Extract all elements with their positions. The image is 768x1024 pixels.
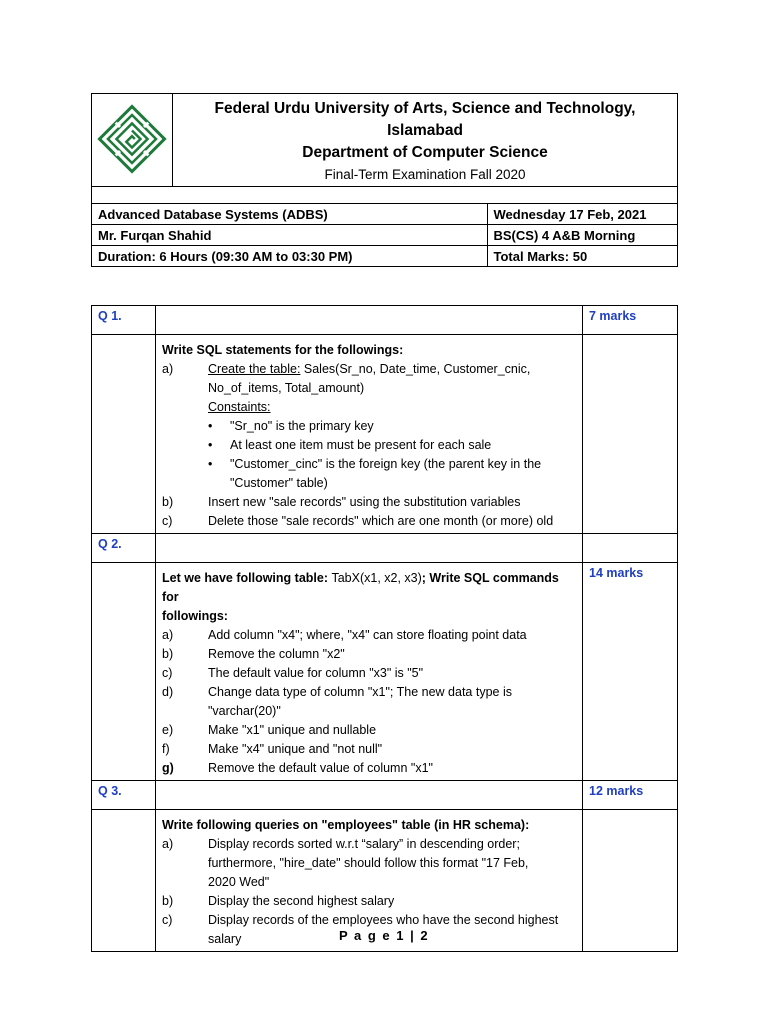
q3-instruction: Write following queries on "employees" table (in HR schema): — [162, 818, 530, 832]
q1-marks-blank — [583, 335, 678, 534]
item-letter: b) — [162, 647, 174, 661]
department-name: Department of Computer Science — [302, 144, 548, 161]
item-text: Remove the default value of column "x1" — [208, 761, 433, 775]
item-text: The default value for column "x3" is "5" — [208, 666, 424, 680]
item-text: Make "x1" unique and nullable — [208, 723, 377, 737]
total-marks: Total Marks: 50 — [487, 246, 678, 267]
course-name: Advanced Database Systems (ADBS) — [92, 204, 488, 225]
bullet-icon: • — [208, 438, 213, 452]
q1-bullet-3 — [162, 455, 576, 474]
item-text: Make "x4" unique and "not null" — [208, 742, 383, 756]
item-text: Add column "x4"; where, "x4" can store floating point data — [208, 628, 527, 642]
item-text: 2020 Wed" — [208, 875, 270, 889]
q2-item-c — [162, 664, 576, 683]
q1-label-cell — [92, 306, 156, 335]
item-text: "varchar(20)" — [208, 704, 281, 718]
q2-item-d — [162, 683, 576, 702]
q2-label-cell — [92, 534, 156, 563]
item-text: Display records of the employees who have the second highest — [208, 913, 559, 927]
duration: Duration: 6 Hours (09:30 AM to 03:30 PM) — [92, 246, 488, 267]
q1-marks: 7 marks — [589, 309, 637, 323]
item-letter: f) — [162, 742, 170, 756]
instructor-name: Mr. Furqan Shahid — [92, 225, 488, 246]
item-letter: b) — [162, 894, 174, 908]
questions-table — [91, 305, 678, 952]
q1-blank — [92, 335, 156, 534]
bullet-text: At least one item must be present for each sale — [230, 438, 492, 452]
q1-item-a-cont — [162, 379, 576, 398]
q3-marks: 12 marks — [589, 784, 644, 798]
blank-row — [92, 187, 678, 204]
bullet-text: "Customer_cinc" is the foreign key (the parent key in the — [230, 457, 542, 471]
item-letter: e) — [162, 723, 174, 737]
q1-bullet-2 — [162, 436, 576, 455]
item-text: furthermore, "hire_date" should follow this format "17 Feb, — [208, 856, 529, 870]
bullet-icon: • — [208, 419, 213, 433]
university-name-line1: Federal Urdu University of Arts, Science and Technology, — [214, 100, 636, 117]
logo-cell — [92, 94, 173, 187]
item-letter: c) — [162, 666, 173, 680]
title-cell — [173, 94, 678, 187]
bullet-text: "Sr_no" is the primary key — [230, 419, 374, 433]
q1-instruction: Write SQL statements for the followings: — [162, 343, 404, 357]
instruction-part: ; Write SQL commands for — [162, 571, 559, 604]
q3-item-a — [162, 835, 576, 854]
q2-marks-blank-top — [583, 534, 678, 563]
item-letter: a) — [162, 837, 174, 851]
table-def: TabX(x1, x2, x3) — [331, 571, 422, 585]
q1-a-rest: Sales(Sr_no, Date_time, Customer_cnic, — [300, 362, 531, 376]
q3-label-cell — [92, 781, 156, 810]
q1-constraints-label: Constaints: — [208, 400, 271, 414]
item-letter: c) — [162, 913, 173, 927]
q1-bullet-3-cont — [162, 474, 576, 493]
q1-bullet-1 — [162, 417, 576, 436]
q3-item-b — [162, 892, 576, 911]
q2-instruction-line2: followings: — [162, 609, 228, 623]
q2-blank — [92, 563, 156, 781]
q1-item-a — [162, 360, 576, 379]
item-text: Insert new "sale records" using the substitution variables — [208, 495, 521, 509]
q1-item-b — [162, 493, 576, 512]
q1-a-line2: No_of_items, Total_amount) — [208, 381, 365, 395]
q2-item-b — [162, 645, 576, 664]
university-name-line2: Islamabad — [387, 122, 463, 139]
q1-content — [156, 335, 583, 534]
item-letter: c) — [162, 514, 173, 528]
q2-item-g — [162, 759, 576, 778]
item-text: Delete those "sale records" which are one month (or more) old — [208, 514, 554, 528]
q2-item-f — [162, 740, 576, 759]
q3-item-a-cont2 — [162, 873, 576, 892]
q2-content — [156, 563, 583, 781]
item-letter: b) — [162, 495, 174, 509]
item-text: Display the second highest salary — [208, 894, 395, 908]
q2-spacer — [156, 534, 583, 563]
item-letter: d) — [162, 685, 174, 699]
q3-spacer — [156, 781, 583, 810]
instruction-part: Let we have following table: — [162, 571, 332, 585]
bullet-text: "Customer" table) — [230, 476, 328, 490]
item-letter: g) — [162, 761, 174, 775]
q1-constraints — [162, 398, 576, 417]
item-text: Display records sorted w.r.t “salary” in descending order; — [208, 837, 520, 851]
item-text: Change data type of column "x1"; The new data type is — [208, 685, 512, 699]
q2-label: Q 2. — [98, 537, 122, 551]
item-text: salary — [208, 932, 242, 946]
university-logo — [97, 104, 167, 174]
q2-marks: 14 marks — [589, 566, 644, 580]
q2-marks-cell — [583, 563, 678, 781]
q2-item-e — [162, 721, 576, 740]
page-footer: P a g e 1 | 2 — [338, 928, 430, 943]
exam-date: Wednesday 17 Feb, 2021 — [487, 204, 678, 225]
header-table — [91, 93, 678, 267]
item-letter: a) — [162, 362, 174, 376]
exam-title: Final-Term Examination Fall 2020 — [324, 167, 526, 182]
item-text: Remove the column "x2" — [208, 647, 345, 661]
bullet-icon: • — [208, 457, 213, 471]
q3-marks-cell — [583, 781, 678, 810]
q3-label: Q 3. — [98, 784, 122, 798]
program-name: BS(CS) 4 A&B Morning — [487, 225, 678, 246]
q2-item-d-cont — [162, 702, 576, 721]
q2-instruction — [162, 569, 576, 607]
q1-marks-cell — [583, 306, 678, 335]
q1-a-prefix: Create the table: — [208, 362, 301, 376]
q2-item-a — [162, 626, 576, 645]
q1-label: Q 1. — [98, 309, 122, 323]
q1-spacer — [156, 306, 583, 335]
q1-item-c — [162, 512, 576, 531]
q3-item-a-cont1 — [162, 854, 576, 873]
item-letter: a) — [162, 628, 174, 642]
